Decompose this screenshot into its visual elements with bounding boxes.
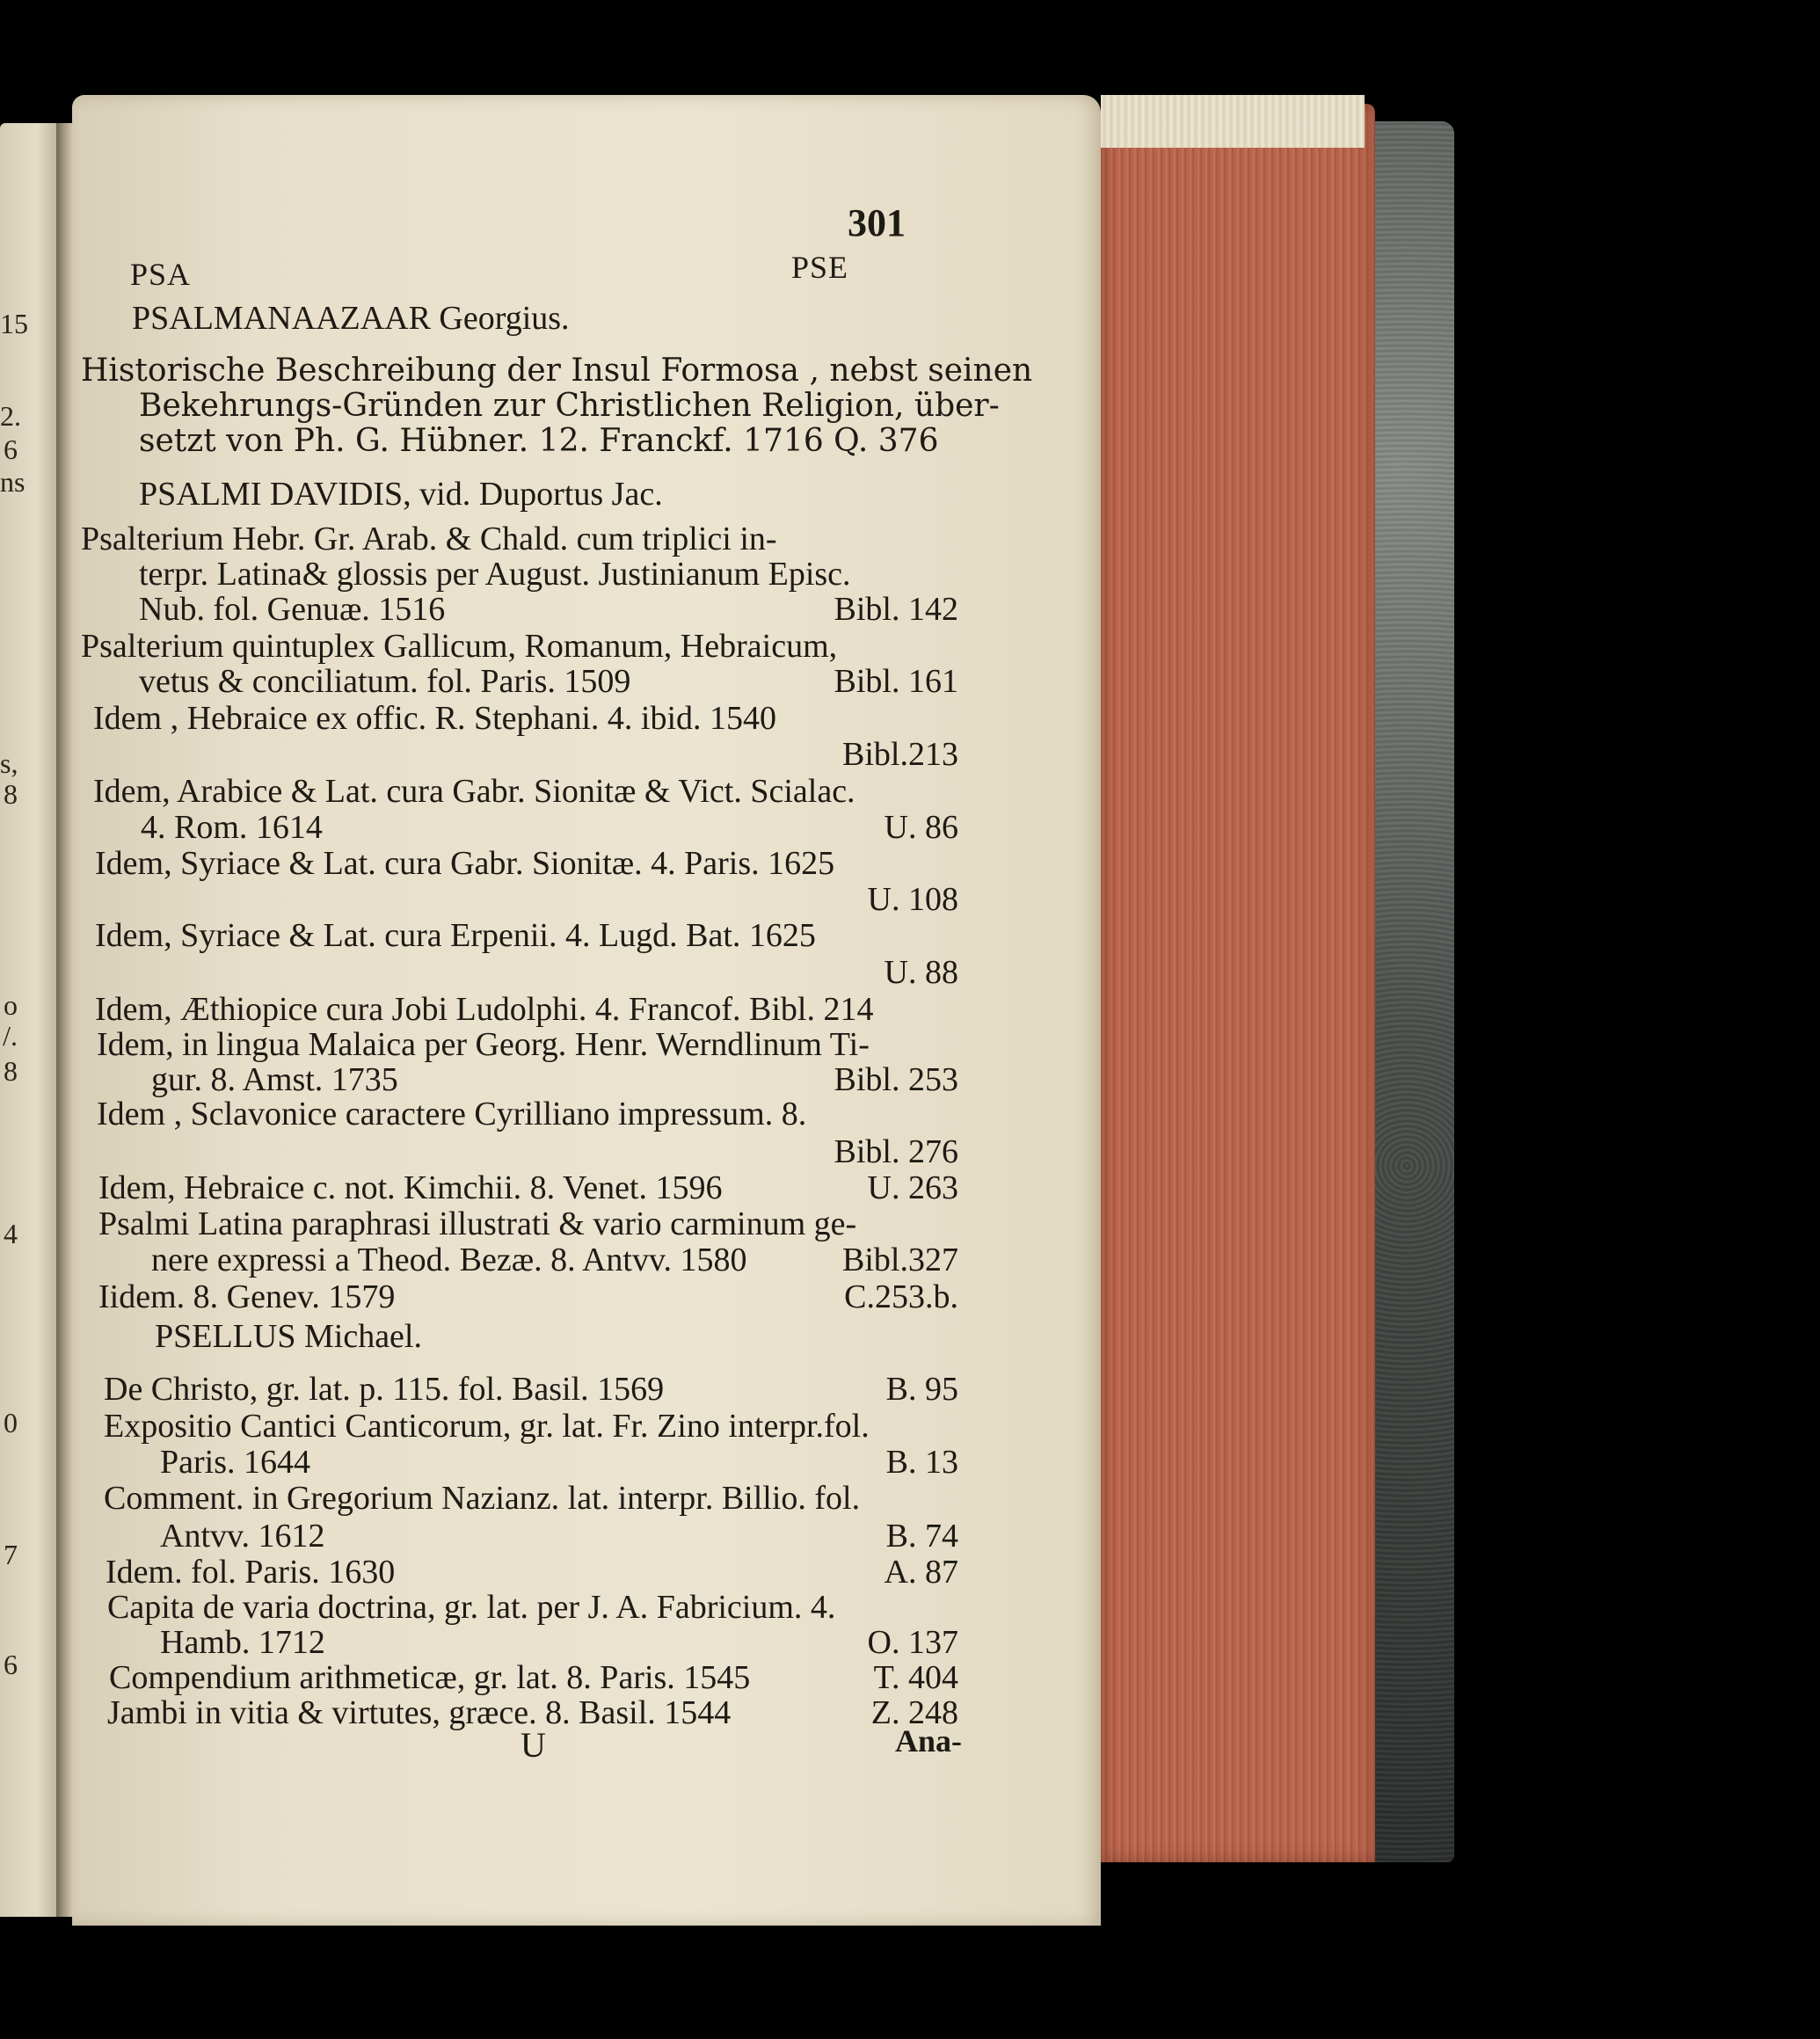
entry-line: Idem, Hebraice c. not. Kimchii. 8. Venet. 1596 [98, 1169, 723, 1206]
entry-line: Iidem. 8. Genev. 1579 [98, 1278, 396, 1315]
entry-line: Idem, Syriace & Lat. cura Erpenii. 4. Lugd. Bat. 1625 [95, 917, 816, 954]
entry-line: Nub. fol. Genuæ. 1516 [139, 591, 446, 628]
entry-line: Antvv. 1612 [160, 1518, 325, 1555]
entry-line: Idem , Hebraice ex offic. R. Stephani. 4. ibid. 1540 [93, 700, 777, 737]
shelf-mark: B. 95 [885, 1371, 958, 1408]
entry-line: Psalmi Latina paraphrasi illustrati & vario carminum ge- [98, 1205, 857, 1242]
entry-line: Idem, Arabice & Lat. cura Gabr. Sionitæ & Vict. Scialac. [93, 773, 855, 810]
page-fore-edge [1101, 104, 1375, 1862]
shelf-mark: U. 108 [867, 881, 958, 918]
shelf-mark: U. 88 [884, 954, 958, 991]
entry-line: setzt von Ph. G. Hübner. 12. Franckf. 1716 Q. 376 [139, 423, 939, 459]
shelf-mark: T. 404 [873, 1659, 958, 1696]
left-page-fragment: 2. [0, 400, 21, 432]
marbled-cover [1375, 121, 1454, 1862]
page-top-edge [1101, 95, 1365, 148]
entry-line: Jambi in vitia & virtutes, græce. 8. Basil. 1544 [107, 1694, 732, 1731]
shelf-mark: Bibl. 253 [834, 1061, 958, 1098]
entry-line: Hamb. 1712 [160, 1624, 325, 1661]
entry-line: PSALMANAAZAAR Georgius. [132, 300, 570, 337]
entry-line: Psalterium quintuplex Gallicum, Romanum, Hebraicum, [81, 628, 838, 665]
entry-line: PSELLUS Michael. [155, 1318, 422, 1355]
running-head-right: PSE [791, 250, 849, 285]
shelf-mark: Z. 248 [870, 1694, 958, 1731]
entry-line: vetus & conciliatum. fol. Paris. 1509 [139, 663, 631, 700]
left-page-fragment: 0 [4, 1407, 18, 1438]
left-page-fragment: ns [0, 466, 25, 498]
entry-line: terpr. Latina& glossis per August. Justinianum Episc. [139, 556, 851, 593]
left-page-fragment: 15 [0, 308, 28, 339]
shelf-mark: Bibl. 142 [834, 591, 958, 628]
entry-line: Idem, in lingua Malaica per Georg. Henr. Werndlinum Ti- [97, 1026, 870, 1063]
shelf-mark: Bibl.213 [842, 736, 958, 773]
entry-line: gur. 8. Amst. 1735 [151, 1061, 398, 1098]
shelf-mark: B. 74 [885, 1518, 958, 1555]
entry-line: Idem, Æthiopice cura Jobi Ludolphi. 4. Francof. Bibl. 214 [95, 991, 874, 1028]
catchword: Ana- [895, 1723, 963, 1759]
shelf-mark: A. 87 [884, 1554, 958, 1591]
entry-line: Idem. fol. Paris. 1630 [106, 1554, 396, 1591]
entry-line: PSALMI DAVIDIS, vid. Duportus Jac. [139, 476, 663, 513]
shelf-mark: C.253.b. [844, 1278, 958, 1315]
shelf-mark: O. 137 [867, 1624, 958, 1661]
entry-line: Paris. 1644 [160, 1444, 310, 1481]
entry-line: De Christo, gr. lat. p. 115. fol. Basil. 1569 [104, 1371, 665, 1408]
shelf-mark: Bibl. 161 [834, 663, 958, 700]
left-page-fragment: 8 [4, 778, 18, 810]
running-head-left: PSA [130, 257, 192, 292]
signature-mark: U [521, 1725, 546, 1765]
shelf-mark: U. 86 [884, 809, 958, 846]
page-number: 301 [848, 201, 906, 244]
entry-line: 4. Rom. 1614 [141, 809, 323, 846]
entry-line: Idem, Syriace & Lat. cura Gabr. Sionitæ. 4. Paris. 1625 [95, 845, 835, 882]
left-page-fragment: 7 [4, 1539, 18, 1570]
entry-line: Idem , Sclavonice caractere Cyrilliano impressum. 8. [97, 1096, 807, 1132]
left-page-fragment: o [4, 989, 18, 1021]
entry-line: Capita de varia doctrina, gr. lat. per J. A. Fabricium. 4. [107, 1589, 836, 1626]
left-page-fragment: /. [3, 1020, 18, 1052]
book-gutter [56, 123, 72, 1917]
left-page-fragment: s, [0, 747, 18, 779]
entry-line: nere expressi a Theod. Bezæ. 8. Antvv. 1580 [151, 1242, 747, 1278]
left-page-fragment: 6 [4, 1649, 18, 1680]
entry-line: Bekehrungs-Gründen zur Christlichen Religion, über- [139, 388, 1000, 424]
entry-line: Comment. in Gregorium Nazianz. lat. interpr. Billio. fol. [104, 1480, 861, 1517]
entry-line: Expositio Cantici Canticorum, gr. lat. Fr. Zino interpr.fol. [104, 1408, 870, 1445]
entry-line: Compendium arithmeticæ, gr. lat. 8. Paris. 1545 [109, 1659, 751, 1696]
shelf-mark: B. 13 [885, 1444, 958, 1481]
shelf-mark: Bibl. 276 [834, 1133, 958, 1170]
shelf-mark: Bibl.327 [842, 1242, 958, 1278]
left-page-fragment: 8 [4, 1055, 18, 1087]
shelf-mark: U. 263 [867, 1169, 958, 1206]
entry-line: Psalterium Hebr. Gr. Arab. & Chald. cum triplici in- [81, 521, 777, 557]
left-page-fragment: 6 [4, 433, 18, 465]
entry-line: Historische Beschreibung der Insul Formosa , nebst seinen [81, 353, 1033, 389]
left-page-fragment: 4 [4, 1218, 18, 1249]
